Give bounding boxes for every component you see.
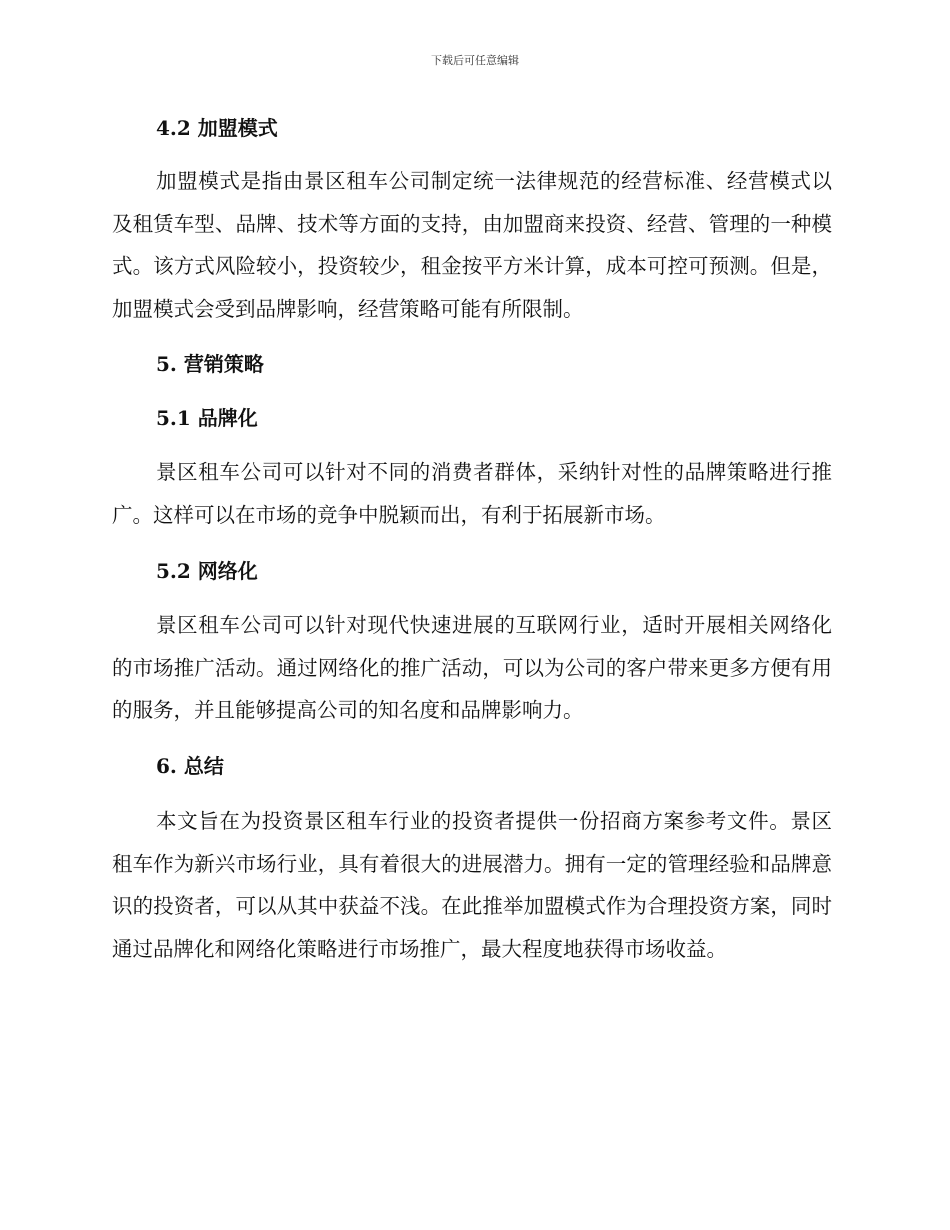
section-heading-5-1: 5.1 品牌化	[156, 406, 258, 430]
section-heading-5-2: 5.2 网络化	[156, 559, 258, 583]
section-paragraph-6: 本文旨在为投资景区租车行业的投资者提供一份招商方案参考文件。景区租车作为新兴市场行业，具有着很大的进展潜力。拥有一定的管理经验和品牌意识的投资者，可以从其中获益不浅。在此推举加盟模式作为合理投资方案，同时通过品牌化和网络化策略进行市场推广，最大程度地获得市场收益。	[112, 809, 832, 961]
section-heading-4-2: 4.2 加盟模式	[156, 116, 278, 140]
section-heading-5: 5. 营销策略	[156, 352, 264, 376]
page-header-note: 下载后可任意编辑	[431, 54, 519, 67]
section-heading-6: 6. 总结	[156, 754, 224, 778]
section-paragraph-5-1: 景区租车公司可以针对不同的消费者群体，采纳针对性的品牌策略进行推广。这样可以在市场的竞争中脱颖而出，有利于拓展新市场。	[112, 460, 832, 527]
section-paragraph-5-2: 景区租车公司可以针对现代快速进展的互联网行业，适时开展相关网络化的市场推广活动。通过网络化的推广活动，可以为公司的客户带来更多方便有用的服务，并且能够提高公司的知名度和品牌影响力。	[112, 613, 832, 722]
section-paragraph-4-2: 加盟模式是指由景区租车公司制定统一法律规范的经营标准、经营模式以及租赁车型、品牌、技术等方面的支持，由加盟商来投资、经营、管理的一种模式。该方式风险较小，投资较少，租金按平方米计算，成本可控可预测。但是，加盟模式会受到品牌影响，经营策略可能有所限制。	[112, 169, 832, 321]
